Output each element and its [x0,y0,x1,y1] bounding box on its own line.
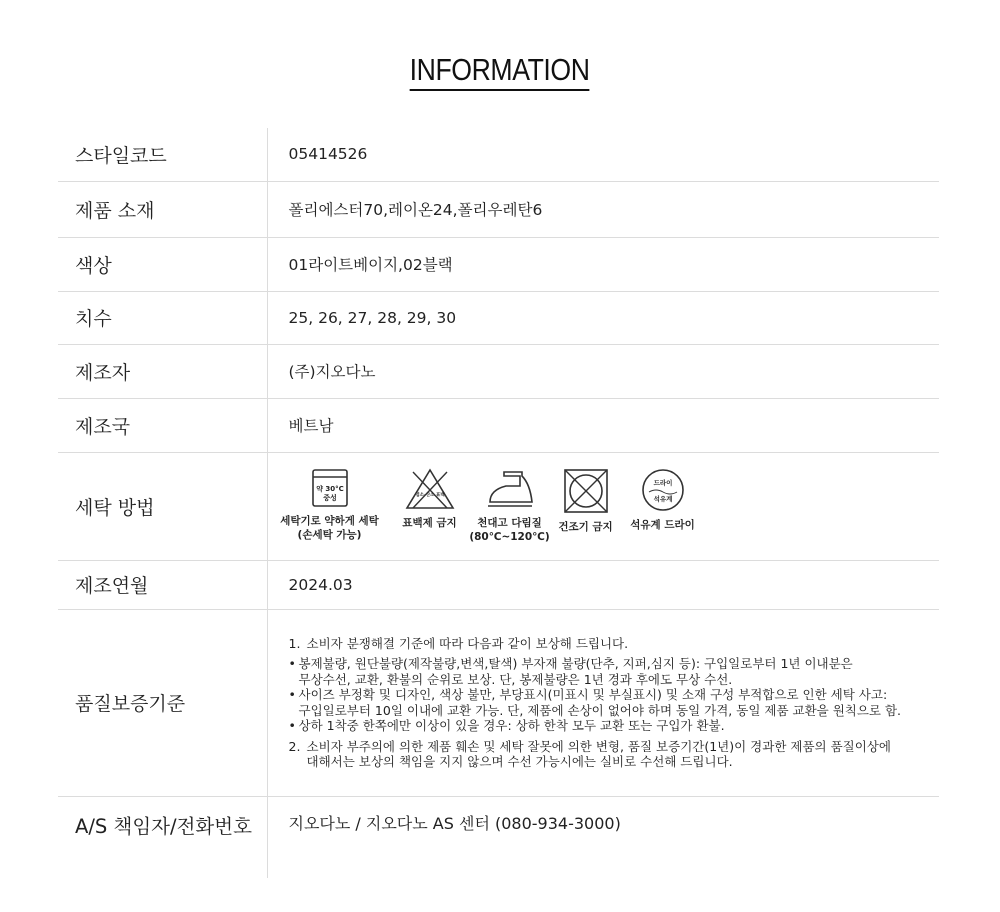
care-label: 표백제 금지 [402,517,457,529]
care-item-wash [270,468,390,542]
row-label: 제품 소재 [58,181,267,237]
wash-temp-text: 약 30°C [315,485,344,493]
table-row-size [58,291,939,344]
table-row-color [58,237,939,291]
page-title: INFORMATION [410,52,590,91]
care-item-dryer [550,468,622,534]
table-row-style-code [58,128,939,181]
row-label: 품질보증기준 [58,609,267,796]
care-label: 건조기 금지 [558,521,613,533]
row-label: 제조자 [58,344,267,398]
care-label: 석유계 드라이 [630,519,695,531]
care-item-iron [470,468,550,544]
row-label: A/S 책임자/전화번호 [58,796,267,878]
quality-list [289,636,940,770]
bleach-text: 염소·산소 표백 [414,493,445,498]
row-label: 세탁 방법 [58,452,267,560]
care-item-dryclean [622,468,704,532]
quality-bullet: • 사이즈 부정확 및 디자인, 색상 불만, 부당표시(미표시 및 부실표시) 및 소재 구성 부적합으로 인한 세탁 사고: 구입일로부터 10일 이내에 교환 가능. 단, 제품에 손상이 없어야 하며 동일 가격, 동일 제품 교환을 원칙으로 함. [288,687,902,718]
dry-clean-petroleum-icon [641,468,685,512]
row-value: 베트남 [288,417,334,435]
wash-detergent-text: 중성 [322,494,337,502]
row-value [267,609,939,796]
row-value [267,452,939,560]
table-row-material [58,181,939,237]
table-row-quality [58,609,939,796]
no-tumble-dry-icon [563,468,609,514]
info-table [58,128,939,878]
row-value: 25, 26, 27, 28, 29, 30 [288,308,457,327]
care-label: 천대고 다림질 [477,517,542,529]
care-label: 세탁기로 약하게 세탁 [280,515,379,527]
quality-bullet: • 봉제불량, 원단불량(제작불량,변색,탈색) 부자재 불량(단추, 지퍼,심지 등): 구입일로부터 1년 이내분은 무상수선, 교환, 환불의 순위로 보상. 단, 봉제불량은 1년 경과 후에도 무상 수선. [288,656,853,687]
table-row-country [58,398,939,452]
dryclean-solvent-text: 석유계 [653,495,672,503]
quality-bullet: • 상하 1착중 한쪽에만 이상이 있을 경우: 상하 한착 모두 교환 또는 구입가 환불. [288,718,725,733]
table-row-as [58,796,939,878]
no-bleach-icon [405,468,455,510]
care-item-bleach [390,468,470,530]
table-row-washing [58,452,939,560]
row-label: 제조연월 [58,560,267,609]
table-row-manufacturer [58,344,939,398]
row-value: 지오다노 / 지오다노 AS 센터 (080-934-3000) [288,813,621,833]
row-value: (주)지오다노 [288,363,376,381]
washtub-30c-icon [310,468,350,508]
quality-item-2: 2. 소비자 부주의에 의한 제품 훼손 및 세탁 잘못에 의한 변형, 품질 보증기간(1년)이 경과한 제품의 품질이상에 대해서는 보상의 책임을 지지 않으며 수선 가능시에는 실비로 수선해 드립니다. [288,738,891,769]
care-label-sub: (손세탁 가능) [297,529,362,541]
row-value: 05414526 [288,145,368,164]
care-icons [270,468,940,544]
row-value: 폴리에스터70,레이온24,폴리우레탄6 [288,201,543,219]
row-label: 색상 [58,237,267,291]
row-label: 치수 [58,291,267,344]
iron-cloth-icon [486,468,534,510]
row-value: 2024.03 [288,575,353,594]
quality-item-1: 1. 소비자 분쟁해결 기준에 따라 다음과 같이 보상해 드립니다. [288,635,629,651]
row-value: 01라이트베이지,02블랙 [288,256,453,274]
table-row-date [58,560,939,609]
dryclean-text: 드라이 [653,479,672,487]
care-label-sub: (80℃~120℃) [469,531,550,543]
row-label: 제조국 [58,398,267,452]
row-label: 스타일코드 [58,128,267,181]
